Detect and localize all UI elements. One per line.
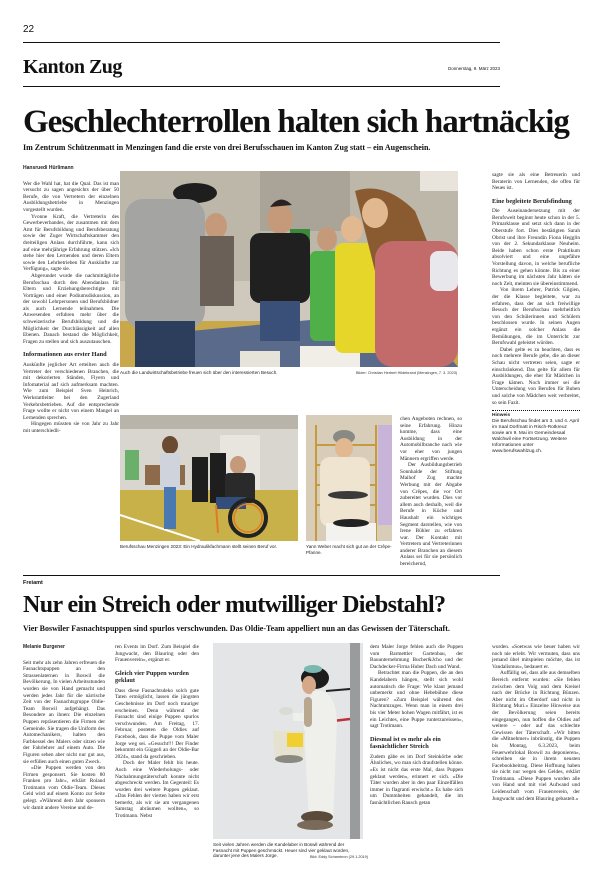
info-box [492, 410, 580, 455]
paragraph: Yvonne Kraft, die Vertreterin des Gewerbeverbandes, der zusammen mit dem Amt für Berufsbildung und Berufsberatung sowie der Zuger Wirtschaftskammer den dreiteiligen Anlass durchführte, kann sich auf eine mehrjährige Erfahrung stützen. «Ich stehe hier den Lernenden und deren Eltern sowie den Lehrbetrieben für Auskünfte zur Verfügung», sagte sie. [23, 213, 119, 273]
article2-column-3 [370, 644, 463, 806]
article1-author: Hansruedi Hürlimann [23, 165, 74, 171]
article2-column-4 [492, 644, 580, 802]
article2-column-1 [23, 644, 105, 811]
paragraph: wurden. «Soetwas wie heuer haben wir noch nie erlebt. Wir vermuten, dass uns jemand übel mitspielen möchte, das ist Vandalismus», bedauert er. [492, 644, 580, 670]
article1-subhead-1: Informationen aus erster Hand [23, 351, 107, 359]
info-box-title: Hinweis [492, 413, 511, 419]
paragraph: Auffällig sei, dass alle aus demselben Bereich entfernt wurden: «Sie fehlen zwischen dem Volg und dem Kreisel nach der Brücke in Richtung Bünzen. Aber nicht im Oberdorf und nicht in Richtung Muri.» Einzelne Hinweise aus der Bevölkerung seien bereits eingegangen, nun hoffen die Oldies auf weitere – oder auf das schlechte Gewissen der Täterschaft. «Wir bitten die «Mitnehmer» inbrünstig, die Puppen bis Montag, 6.3.2023, beim Feuerwehrlokal Boswil zu deponieren», schreiben sie in ihrem neusten Facebookbeitrag. Diese Hoffnung haben sie nicht nur wegen des Geldes, erklärt Trotimann. «Diese Puppen wurden alle von Hand und mit viel Aufwand und Leidenschaft vom Frauenverein, der Jungwacht und dem Blauring gebastelt.» [492, 670, 580, 802]
article2-subhead-2: Diesmal ist es mehr als ein fasnächtlicher Streich [370, 735, 441, 751]
photo-painter-puppet [213, 643, 363, 839]
paragraph: «Die Puppen werden von den Firmen gesponsert. Sie kosten 80 Franken pro Jahr», erklärt Roland Trotimann vom Oldie-Team. Dieses Geld wird auf einem Konto zur Seite gelegt. «Während dem Jahr sponsern wir damit andere Vereine und de- [23, 765, 105, 811]
paragraph: sagte sie als eine Betreuerin und Beraterin von Lernenden, die offen für Neues ist. [492, 172, 580, 192]
paragraph: Auskünfte jeglicher Art erteilten auch die Vertreter der verschiedenen Branchen, die mit dekorierten Ständen, Flyern und Infomaterial auf sich aufmerksam machten. Wie zum Beispiel Sven Heinrich, Werkstattleiter bei den Zugerland Verkehrsbetrieben. Auf die entsprechende Frage wollte er nicht von einem Mangel an Lernenden sprechen. [23, 361, 119, 421]
paragraph: Seit mehr als zehn Jahren erfreuen die Fasnachtspuppen an den Strassenlaternen in Boswil die Bevölkerung. In vielen Arbeitsstunden wurden sie von Hand gemacht und werden jedes Jahr für die närrische Zeit von der Fasnachtsgruppe Oldie-Team Boswil aufgehängt. Das Besondere an ihnen: Die einzelnen Puppen repräsentieren die Firmen der Gemeinde. Sie tragen die Uniform des Automechanikers, halten den Farbkessel des Malers oder sitzen wie der Fahrlehrer auf einem Auto. Die Figuren sehen aber nicht nur gut aus, sie erfüllen auch einen guten Zweck. [23, 659, 105, 765]
article2-headline: Nur ein Streich oder mutwilliger Diebstahl? [23, 592, 446, 618]
paragraph: Der Ausbildungsbetrieb Sonnhalde der Stiftung Maihof Zug machte Werbung mit der Abgabe von Crêpes, die vor Ort zubereitet wurden. Dies vor allem auch deshalb, weil die Berufe in Küche und Haushalt ein wichtiges Segment darstellen, wie von Irene Bühler zu erfahren war. Der Kontakt mit Vertretern und Vertreterinnen anderer Branchen an diesem Anlass sei für sie persönlich bereichernd, [400, 462, 462, 568]
photo3-caption: Yann Weber macht sich gut an der Crêpe-Pfanne. [306, 544, 392, 555]
article1-column-3 [400, 416, 462, 568]
issue-date: Donnerstag, 9. März 2023 [447, 66, 500, 71]
photo-puppet-caption: Seit vielen Jahren werden die Kandelaber in Boswil während der Fasnacht mit Puppen geschmückt. Heuer sind vier geklaut worden, darunter jene des Malers Jorge. [213, 842, 350, 859]
paragraph: ren Events im Dorf. Zum Beispiel die Jungwacht, den Blauring oder den Frauenverein», ergänzt er. [115, 644, 199, 664]
paragraph: Hingegen müssten sie von Jahr zu Jahr mit unterschiedli- [23, 421, 119, 434]
photo-puppet-on-lamppost [213, 643, 363, 839]
article2-author: Melanie Burgener [23, 644, 65, 650]
paragraph: Zudem gäbe es im Dorf Steinkörbe oder Ähnliches, wo man sich draufstellen könne. «Es ist nicht das erste Mal, dass Puppen geklaut werden», erinnert er sich. «Die Täter wurden aber in den paar Einzelfällen immer in flagranti erwischt.» Es habe sich um Dummheiten gehandelt, die im fasnächtlichen Rausch getan [370, 753, 463, 806]
paragraph: Dabei gelte es zu beachten, dass es noch mehrere Berufe gebe, die an dieser Schau nicht vertreten seien, sagte er einschränkend. Das gelte für allem für Ausbildungen, die eher für Mädchen in Frage kämen. Noch immer sei die Unterscheidung von Berufen für Buben und solche von Mädchen weit verbreitet, so sein Fazit. [492, 346, 580, 406]
paragraph: chen Angeboten rechnen, so seine Erfahrung. Hinzu komme, dass eine Ausbildung in der Automobilbranche nach wie vor eher von jungen Männern ergriffen werde. [400, 416, 462, 462]
header-rule-bottom [23, 86, 500, 87]
photo-crepe-pan [306, 415, 392, 541]
article1-column-1 [23, 165, 119, 434]
article1-headline: Geschlechterrollen halten sich hartnäckig [23, 104, 569, 140]
info-box-text: Die Berufsschau findet am 3. und 4. April im Saal Dorfmatt in Risch-Rotkreuz sowie am 9. Mai im Gemeindesaal Walchwil eine Fortsetzung. Weitere Informationen unter www.berufswahlzug.ch. [492, 419, 579, 455]
section-title: Kanton Zug [23, 56, 122, 78]
article1-column-4 [492, 172, 580, 455]
paragraph: dem Maler Jorge fehlen auch die Puppen vom Barmettler Gartenbau, der Bauunternehmung Bucher&Jcho und der Dachdecker-Firma Huber Dach und Wand. [370, 644, 463, 670]
photo-puppet-credit: Bild: Eddy Schambron (29.1.2019) [310, 855, 369, 859]
photo-hydraulics-stand [120, 415, 298, 541]
article1-subhead-2: Eine begleitete Berufsfindung [492, 197, 572, 205]
paragraph: Die Auseinandersetzung mit der Berufswelt beginnt heute schon in der 5. Primarklasse und setzt sich dann in der Oberstufe fort. Dies bestätigten Sarah Obrist und ihre Freundin Fiona Hegglin von der 2. Sekundarklasse Neuheim. Beide haben schon erste Praktikum absolviert und eine ungefähre Vorstellung davon, in welche berufliche Richtung es gehen könnte. Bis zu einer Bewerbung im nächsten Jahr hätten sie noch Zeit, meinten sie übereinstimmend. [492, 208, 580, 287]
article-divider [23, 575, 500, 576]
paragraph: Wer die Wahl hat, hat die Qual. Das ist man versucht zu sagen angesichts der über 50 Berufe, die von Vertretern der einzelnen Ausbildungsbetriebe in Menzingen vorgestellt wurden. [23, 180, 119, 213]
photo-wheelchair-exhibitor [120, 415, 298, 541]
photo-main-credit: Bilder: Christian Herbert Hildebrand (Menzingen, 7. 3. 2023) [356, 371, 458, 375]
article2-column-2 [115, 644, 199, 820]
page-number: 22 [23, 24, 35, 35]
article1-lead: Im Zentrum Schützenmatt in Menzingen fand die erste von drei Berufsschauen im Kanton Zug statt – ein Augenschein. [23, 143, 431, 152]
paragraph: Betrachtet man die Puppen, die an den Kandelabern hängen, stellt sich wohl automatisch die Frage: Wie klaut jemand unbemerkt und ohne Hebebühne diese Figuren? «Zum Beispiel während des Nachtumzuges. Wenn man in einem drei bis vier Meter hohen Wagen mitfährt, ist es ein Leichtes, eine Puppe runterzureissen», sagt Trotimann. [370, 670, 463, 730]
photo-yann-weber [306, 415, 392, 541]
paragraph: Abgerundet wurde die nachmittägliche Berufsschau durch den Abendanlass für Eltern und Erziehungsberechtigte mit Vorträgen und einer Podiumsdiskussion, an der sowohl Lehrpersonen und Berufsbildner als auch Lernende teilnahmen. Die Anwesenden erfuhren mehr über die schweizerische Berufsbildung und die Möglichkeit der Durchlässigkeit auf allen Ebenen. Danach bestand die Möglichkeit, Fragen zu stellen und sich auszutauschen. [23, 272, 119, 345]
photo-students-at-stand [120, 171, 458, 367]
photo-berufsschau-main [120, 171, 458, 367]
paragraph: Dass diese Fasnachtsdeko solch gute Taten ermöglicht, lassen die jüngsten Geschehnisse im Dorf noch trauriger erscheinen. Denn während der Fasnacht sind einige Puppen spurlos verschwunden. Am Freitag, 17. Februar, posteten die Oldies auf Facebook, dass die Puppe vom Maler Jorge weg sei. «Gesucht!!! Der Finder bekommt ein Güggeli an der Oldie-Bar 2024», stand da geschrieben. [115, 687, 199, 760]
article2-kicker: Freiamt [23, 580, 43, 586]
header-rule-top [23, 42, 500, 43]
paragraph: Von ihrem Lehrer, Patrick Gilgien, der die Klasse begleitete, war zu erfahren, dass der an sich freiwillige Besuch der Berufsschau mehrheitlich von den Schülerinnen und Schülern beschlossen wurde. In seinen Augen ergänzt ein solcher Anlass die Bemühungen, die im Unterricht zur Berufswahl geleistet würden. [492, 287, 580, 347]
photo-main-caption: Auch die Landwirtschaftsbetriebe freuen sich über den interessierten Besuch. [120, 370, 278, 375]
article2-subhead-1: Gleich vier Puppen wurden geklaut [115, 669, 189, 685]
paragraph: Doch der Maler fehlt bis heute. Auch eine Wiederholungs- oder Nachahmungstäterschaft konnte nicht abgeschreckt werden. Im Gegenteil: Es wurden drei weitere Puppen geklaut. «Das Fehlen der vierten haben wir erst bemerkt, als wir sie am vergangenen Samstag abräumen wollten», so Trotimann. Nebst [115, 760, 199, 820]
photo2-caption: Berufsschau Menzingen 2023: Ein Hydraulikfachmann stellt seinen Beruf vor. [120, 544, 278, 549]
article2-lead: Vier Boswiler Fasnachtspuppen sind spurlos verschwunden. Das Oldie-Team appelliert nun an das Gewissen der Täterschaft. [23, 624, 450, 633]
